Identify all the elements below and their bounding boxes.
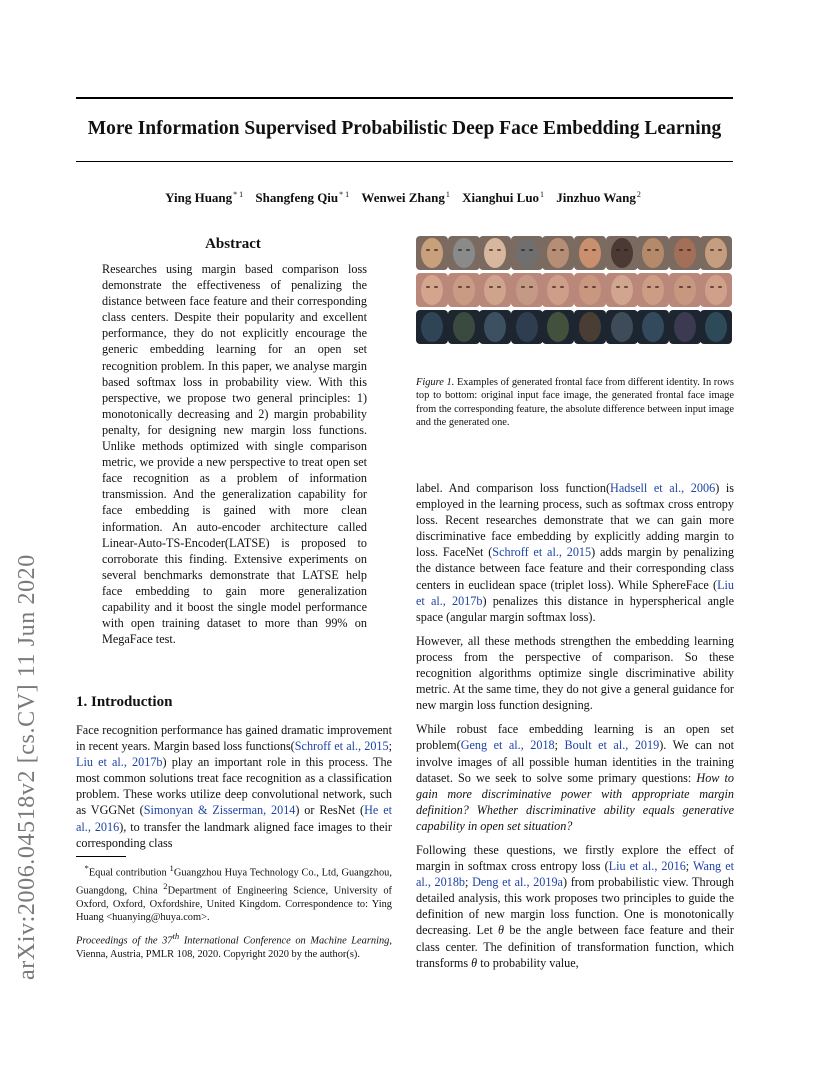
face-thumbnail-generated	[416, 273, 448, 307]
face-thumbnail-input	[542, 236, 574, 270]
face-thumbnail-difference	[700, 310, 732, 344]
citation-link[interactable]: Geng et al., 2018	[460, 738, 555, 753]
paragraph: However, all these methods strengthen the embedding learning process from the perspective of comparison. So these recognition algorithms optimize single discriminative ability metric. At the same time, they do not give a general guidance for new margin loss function designing.	[416, 633, 734, 713]
author-5: Jinzhuo Wang$^2$	[556, 190, 641, 206]
author-3: Wenwei Zhang$^1$	[361, 190, 450, 206]
right-column-text	[416, 480, 734, 979]
paragraph: While robust face embedding learning is an open set problem(Geng et al., 2018; Boult et al., 2019). We can not involve images of all possible human identities in the training dataset. So we seek to solve some primary questions: How to gain more discriminative power with appropriate margin definition? Whether discriminative ability equals generative capability in open set situation?	[416, 722, 735, 833]
citation-link[interactable]: Hadsell et al., 2006	[610, 481, 716, 495]
face-thumbnail-difference	[606, 310, 638, 344]
face-thumbnail-generated	[606, 273, 638, 307]
face-thumbnail-input	[637, 236, 669, 270]
face-thumbnail-difference	[416, 310, 448, 344]
paragraph: label. And comparison loss function(Hadsell et al., 2006) is employed in the learning process, such as softmax cross entropy loss. Recent researches demonstrate that we can gain more discriminative face embedding by explicitly adding margin to loss. FaceNet (Schroff et al., 2015) adds margin by penalizing the distance between face feature and their corresponding class centers in euclidean space (triplet loss). While SphereFace (Liu et al., 2017b) penalizes this distance in hyperspherical angle space (angular margin softmax loss).	[416, 481, 734, 624]
face-thumbnail-generated	[700, 273, 732, 307]
face-thumbnail-generated	[669, 273, 701, 307]
face-thumbnail-generated	[511, 273, 543, 307]
introduction-heading: 1. Introduction	[76, 694, 173, 710]
title-bottom-rule	[76, 161, 733, 162]
footnote: *Equal contribution $^1$Guangzhou Huya Technology Co., Ltd, Guangzhou, Guangdong, China $^2$Department of Engineering Science, University of Oxford, Oxford, Oxfordshire, United Kingdom. Correspondence to: Ying Huang <huanying@huya.com>.	[76, 863, 392, 923]
face-thumbnail-difference	[448, 310, 480, 344]
citation-link[interactable]: He et al., 2016	[76, 803, 392, 834]
proceedings-note: Proceedings of the 37th International Conference on Machine Learning, Vienna, Austria, PMLR 108, 2020. Copyright 2020 by the author(s).	[76, 931, 392, 960]
citation-link[interactable]: Liu et al., 2017b	[76, 755, 163, 770]
face-thumbnail-input	[479, 236, 511, 270]
face-thumbnail-difference	[669, 310, 701, 344]
footnote-rule	[76, 856, 126, 857]
citation-link[interactable]: Schroff et al., 2015	[492, 545, 592, 560]
title-top-rule	[76, 97, 733, 99]
face-thumbnail-generated	[574, 273, 606, 307]
abstract-text: Researches using margin based comparison loss demonstrate the effectiveness of penalizing the distance between face feature and their corresponding class centers. Despite their popularity and excellent performance, they do not explicitly encourage the generic embedding learning for an open set recognition problem. In this paper, we analyse margin based softmax loss in probability view. With this perspective, we propose two general principles: 1) monotonically decreasing and 2) margin probability penalty, for designing new margin loss functions. Unlike methods optimized with single comparison metric, we provide a new perspective to treat open set face recognition as a problem of information transmission. And the generalization capability for face embedding is gained with more clean information. An auto-encoder architecture called Linear-Auto-TS-Encoder(LATSE) is proposed to corroborate this finding. Extensive experiments on several benchmarks demonstrate that LATSE help face embedding to gain more generalization capability and it boost the single model performance with open training dataset to more than 99% on MegaFace test.	[102, 262, 367, 647]
citation-link[interactable]: Deng et al., 2019a	[472, 875, 563, 890]
face-thumbnail-difference	[637, 310, 669, 344]
citation-link[interactable]: Simonyan & Zisserman, 2014	[143, 803, 296, 818]
face-thumbnail-input	[700, 236, 732, 270]
face-thumbnail-difference	[542, 310, 574, 344]
citation-link[interactable]: Liu et al., 2016	[608, 859, 686, 874]
face-thumbnail-input	[574, 236, 606, 270]
face-thumbnail-difference	[511, 310, 543, 344]
citation-link[interactable]: Boult et al., 2019	[564, 738, 660, 753]
face-thumbnail-input	[606, 236, 638, 270]
author-2: Shangfeng Qiu$^{* 1}$	[255, 190, 350, 206]
citation-link[interactable]: Wang et al., 2018b	[416, 859, 734, 890]
face-thumbnail-input	[416, 236, 448, 270]
face-thumbnail-difference	[574, 310, 606, 344]
introduction-paragraph: Face recognition performance has gained dramatic improvement in recent years. Margin based loss functions(Schroff et al., 2015; Liu et al., 2017b) play an important role in this process. The most common solutions treat face recognition as a classification problem. These works utilize deep convolutional network, such as VGGNet (Simonyan & Zisserman, 2014) or ResNet (He et al., 2016), to transfer the landmark aligned face images to their corresponding class	[76, 723, 393, 850]
face-thumbnail-input	[511, 236, 543, 270]
face-thumbnail-generated	[448, 273, 480, 307]
face-thumbnail-generated	[479, 273, 511, 307]
figure-caption: Figure 1. Examples of generated frontal face from different identity. In rows top to bottom: original input face image, the generated frontal face image from the corresponding feature, the absolute difference between input image and the generated one.	[416, 377, 734, 428]
paragraph: Following these questions, we firstly explore the effect of margin in softmax cross entropy loss (Liu et al., 2016; Wang et al., 2018b; Deng et al., 2019a) from probabilistic view. Through detailed analysis, this work proposes two principles to guide the definition of new margin loss function. One is monotonically decreasing. Let θ be the angle between face feature and their class center. The definition of transformation function, which transforms θ to probability value,	[416, 842, 735, 970]
figure-face-grid	[416, 236, 734, 350]
abstract-heading: Abstract	[205, 236, 261, 252]
face-thumbnail-difference	[479, 310, 511, 344]
author-4: Xianghui Luo$^1$	[462, 190, 545, 206]
face-thumbnail-generated	[542, 273, 574, 307]
arxiv-stamp: arXiv:2006.04518v2 [cs.CV] 11 Jun 2020	[14, 554, 40, 980]
author-1: Ying Huang$^{* 1}$	[165, 190, 244, 206]
face-thumbnail-input	[669, 236, 701, 270]
face-thumbnail-generated	[637, 273, 669, 307]
author-list	[76, 190, 733, 206]
face-thumbnail-input	[448, 236, 480, 270]
paper-title: More Information Supervised Probabilistic Deep Face Embedding Learning	[87, 118, 722, 139]
citation-link[interactable]: Schroff et al., 2015	[294, 739, 389, 754]
citation-link[interactable]: Liu et al., 2017b	[416, 577, 734, 608]
